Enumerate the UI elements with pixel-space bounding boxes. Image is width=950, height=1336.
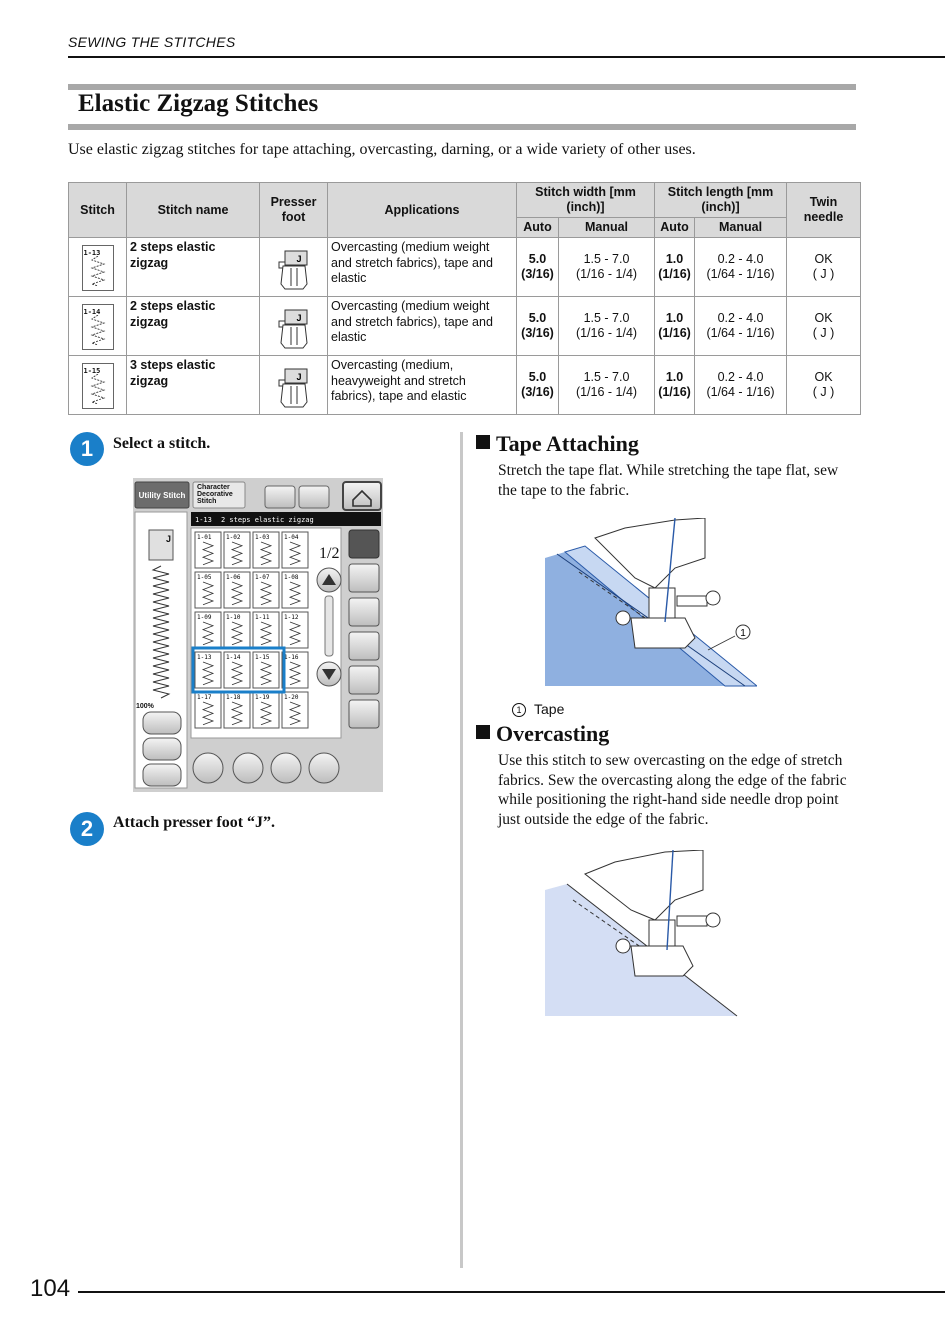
memory-button[interactable]	[193, 753, 223, 783]
step-1-number: 1	[70, 432, 104, 466]
svg-text:1-18: 1-18	[226, 694, 241, 701]
twin-needle-button[interactable]	[271, 753, 301, 783]
stitch-cell	[69, 297, 127, 356]
svg-text:1-06: 1-06	[226, 574, 241, 581]
stitch-pattern-icon	[89, 374, 107, 404]
lcd-stitch-1-01[interactable]	[195, 532, 221, 568]
header-rule	[68, 56, 945, 58]
header-stitch-length: Stitch length [mm (inch)]	[655, 183, 787, 218]
selected-stitch-code: 1-13	[195, 516, 212, 524]
length-auto: 1.0 (1/16)	[655, 238, 695, 297]
svg-text:1-11: 1-11	[255, 614, 270, 621]
lcd-stitch-1-08[interactable]	[282, 572, 308, 608]
overcasting-heading	[476, 721, 609, 747]
stitch-icon	[82, 363, 114, 409]
width-manual: 1.5 - 7.0 (1/16 - 1/4)	[559, 238, 655, 297]
stitch-pattern-icon	[89, 315, 107, 345]
stitch-code: 1-14	[83, 308, 101, 316]
presser-foot-cell	[260, 238, 328, 297]
header-length-manual: Manual	[695, 218, 787, 238]
svg-text:1-15: 1-15	[255, 654, 270, 661]
svg-text:J: J	[295, 254, 302, 264]
stitch-icon	[82, 245, 114, 291]
running-header: SEWING THE STITCHES	[68, 34, 236, 50]
overcasting-illustration	[545, 850, 741, 1018]
lcd-stitch-1-19[interactable]	[253, 692, 279, 728]
tab-character-label-1: Character	[197, 484, 230, 491]
svg-text:1-14: 1-14	[226, 654, 241, 661]
lcd-stitch-1-12[interactable]	[282, 612, 308, 648]
svg-text:J: J	[295, 372, 302, 382]
lcd-stitch-1-11[interactable]	[253, 612, 279, 648]
tape-caption	[512, 701, 564, 717]
single-needle-button[interactable]	[309, 753, 339, 783]
step-2-number: 2	[70, 812, 104, 846]
zoom-level: 100%	[136, 703, 154, 710]
header-applications: Applications	[328, 183, 517, 238]
tape-attaching-body: Stretch the tape flat. While stretching the tape flat, sew the tape to the fabric.	[498, 462, 839, 499]
lcd-stitch-1-18[interactable]	[224, 692, 250, 728]
lcd-stitch-1-06[interactable]	[224, 572, 250, 608]
width-manual: 1.5 - 7.0 (1/16 - 1/4)	[559, 356, 655, 415]
category-overcast-button[interactable]	[349, 564, 379, 592]
lcd-stitch-1-07[interactable]	[253, 572, 279, 608]
lcd-screen-graphic	[133, 478, 383, 792]
stitch-name: 2 steps elastic zigzag	[127, 238, 260, 297]
svg-text:1-13: 1-13	[197, 654, 212, 661]
stitch-cell	[69, 356, 127, 415]
length-auto: 1.0 (1/16)	[655, 297, 695, 356]
tape-attaching-heading	[476, 431, 639, 457]
selected-stitch-name: 2 steps elastic zigzag	[221, 516, 314, 524]
lcd-stitch-1-05[interactable]	[195, 572, 221, 608]
reverse-button[interactable]	[143, 738, 181, 760]
heading-square-marker	[476, 435, 490, 449]
needle-position-button[interactable]	[143, 712, 181, 734]
svg-text:1-20: 1-20	[284, 694, 299, 701]
stitch-icon	[82, 304, 114, 350]
lcd-stitch-1-14[interactable]	[224, 652, 250, 688]
page-title: Elastic Zigzag Stitches	[78, 90, 319, 117]
svg-text:1-19: 1-19	[255, 694, 270, 701]
svg-text:1-07: 1-07	[255, 574, 270, 581]
lcd-stitch-1-04[interactable]	[282, 532, 308, 568]
header-stitch: Stitch	[69, 183, 127, 238]
category-utility-button[interactable]	[349, 530, 379, 558]
title-bar-bottom	[68, 124, 856, 130]
heading-square-marker	[476, 725, 490, 739]
tab-character-label-3: Stitch	[197, 498, 217, 505]
tab-character-label-2: Decorative	[197, 491, 233, 498]
category-buttonhole-button[interactable]	[349, 632, 379, 660]
twin-needle: OK ( J )	[787, 238, 861, 297]
stitch-pattern-icon	[89, 256, 107, 286]
stitch-name: 2 steps elastic zigzag	[127, 297, 260, 356]
svg-text:J: J	[295, 313, 302, 323]
length-auto: 1.0 (1/16)	[655, 356, 695, 415]
applications: Overcasting (medium weight and stretch fabrics), tape and elastic	[328, 297, 517, 356]
stitch-table	[68, 182, 861, 415]
overcasting-body: Use this stitch to sew overcasting on the edge of stretch fabrics. Sew the overcasting along the edge of the fabric while positioning the right-hand side needle drop point just outside the edge of the fabric.	[498, 752, 847, 828]
header-twin-needle: Twin needle	[787, 183, 861, 238]
svg-text:1-03: 1-03	[255, 534, 270, 541]
manual-button[interactable]	[299, 486, 329, 508]
lcd-stitch-1-16[interactable]	[282, 652, 308, 688]
stitch-cell	[69, 238, 127, 297]
presser-foot-letter: J	[166, 534, 172, 544]
svg-text:1-12: 1-12	[284, 614, 299, 621]
svg-text:1-17: 1-17	[197, 694, 212, 701]
length-manual: 0.2 - 4.0 (1/64 - 1/16)	[695, 238, 787, 297]
applications: Overcasting (medium, heavyweight and stretch fabrics), tape and elastic	[328, 356, 517, 415]
header-stitch-width: Stitch width [mm (inch)]	[517, 183, 655, 218]
presser-foot-cell	[260, 356, 328, 415]
step-1-text: Select a stitch.	[113, 435, 211, 452]
presser-foot-j-icon	[277, 368, 311, 408]
stitch-code: 1-15	[83, 367, 101, 375]
category-sideways-button[interactable]	[349, 666, 379, 694]
lcd-stitch-1-10[interactable]	[224, 612, 250, 648]
thread-cutter-button[interactable]	[143, 764, 181, 786]
footer-rule	[78, 1291, 945, 1293]
width-auto: 5.0 (3/16)	[517, 356, 559, 415]
category-quilt-button[interactable]	[349, 700, 379, 728]
lcd-stitch-1-09[interactable]	[195, 612, 221, 648]
table-row	[69, 238, 861, 297]
overcasting-title: Overcasting	[496, 721, 610, 746]
page-number: 104	[30, 1275, 71, 1302]
presser-foot-cell	[260, 297, 328, 356]
svg-text:1-01: 1-01	[197, 534, 212, 541]
svg-text:1-09: 1-09	[197, 614, 212, 621]
length-manual: 0.2 - 4.0 (1/64 - 1/16)	[695, 297, 787, 356]
header-presser-foot: Presser foot	[260, 183, 328, 238]
lcd-stitch-1-02[interactable]	[224, 532, 250, 568]
caption-number: 1	[512, 703, 526, 717]
applications: Overcasting (medium weight and stretch fabrics), tape and elastic	[328, 238, 517, 297]
page-indicator: 1/2	[319, 545, 340, 562]
table-row	[69, 356, 861, 415]
header-length-auto: Auto	[655, 218, 695, 238]
column-divider	[460, 432, 463, 1268]
caption-text: Tape	[534, 701, 565, 717]
twin-needle: OK ( J )	[787, 297, 861, 356]
header-width-manual: Manual	[559, 218, 655, 238]
header-width-auto: Auto	[517, 218, 559, 238]
lcd-stitch-1-03[interactable]	[253, 532, 279, 568]
stitch-name: 3 steps elastic zigzag	[127, 356, 260, 415]
header-stitch-name: Stitch name	[127, 183, 260, 238]
svg-text:1-05: 1-05	[197, 574, 212, 581]
length-manual: 0.2 - 4.0 (1/64 - 1/16)	[695, 356, 787, 415]
presser-foot-j-icon	[277, 309, 311, 349]
intro-paragraph: Use elastic zigzag stitches for tape attaching, overcasting, darning, or a wide variety of other uses.	[68, 141, 696, 158]
twin-needle: OK ( J )	[787, 356, 861, 415]
lcd-screen	[133, 478, 383, 792]
lcd-stitch-1-17[interactable]	[195, 692, 221, 728]
width-manual: 1.5 - 7.0 (1/16 - 1/4)	[559, 297, 655, 356]
svg-text:1-10: 1-10	[226, 614, 241, 621]
lock-button[interactable]	[265, 486, 295, 508]
stitch-code: 1-13	[83, 249, 101, 257]
mirror-button[interactable]	[233, 753, 263, 783]
width-auto: 5.0 (3/16)	[517, 238, 559, 297]
svg-text:1-04: 1-04	[284, 534, 299, 541]
lcd-stitch-1-20[interactable]	[282, 692, 308, 728]
callout-number: 1	[740, 628, 746, 639]
table-row	[69, 297, 861, 356]
scrollbar[interactable]	[325, 596, 333, 656]
presser-foot-j-icon	[277, 250, 311, 290]
lcd-stitch-1-13[interactable]	[195, 652, 221, 688]
lcd-stitch-1-15[interactable]	[253, 652, 279, 688]
svg-text:1-08: 1-08	[284, 574, 299, 581]
tab-utility-label: Utility Stitch	[138, 491, 186, 500]
svg-text:1-02: 1-02	[226, 534, 241, 541]
svg-text:1-16: 1-16	[284, 654, 299, 661]
width-auto: 5.0 (3/16)	[517, 297, 559, 356]
step-2-text: Attach presser foot “J”.	[113, 814, 276, 831]
category-stretch-button[interactable]	[349, 598, 379, 626]
tape-attaching-title: Tape Attaching	[496, 431, 639, 456]
tape-attaching-illustration	[545, 518, 757, 690]
